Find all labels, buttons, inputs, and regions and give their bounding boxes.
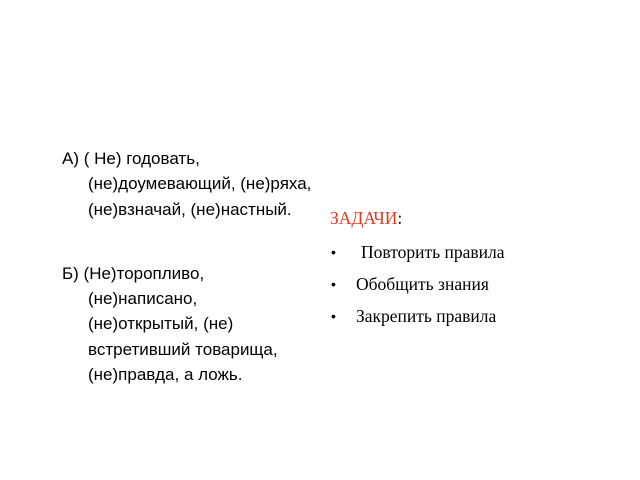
tasks-heading-label: ЗАДАЧИ <box>330 208 398 228</box>
list-item-text: Обобщить знания <box>356 274 489 294</box>
list-item-text: Повторить правила <box>361 242 505 262</box>
bullet-icon: • <box>331 308 336 324</box>
exercise-text <box>62 146 312 387</box>
exercise-a: А) ( Не) годовать, (не)доумевающий, (не)ряха, (не)взначай, (не)настный. <box>62 149 312 219</box>
list-item-text: Закрепить правила <box>356 306 497 326</box>
list-item <box>330 236 620 268</box>
tasks-heading-colon: : <box>397 208 403 228</box>
bullet-icon: • <box>331 244 336 260</box>
list-item <box>330 300 620 332</box>
exercise-b: Б) (Не)торопливо, (не)написано, (не)открытый, (не) встретивший товарища, (не)правда, а ложь. <box>62 263 278 385</box>
tasks-block <box>330 206 620 332</box>
bullet-icon: • <box>331 276 336 292</box>
list-item <box>330 268 620 300</box>
tasks-list <box>330 236 620 332</box>
tasks-heading <box>330 206 620 230</box>
